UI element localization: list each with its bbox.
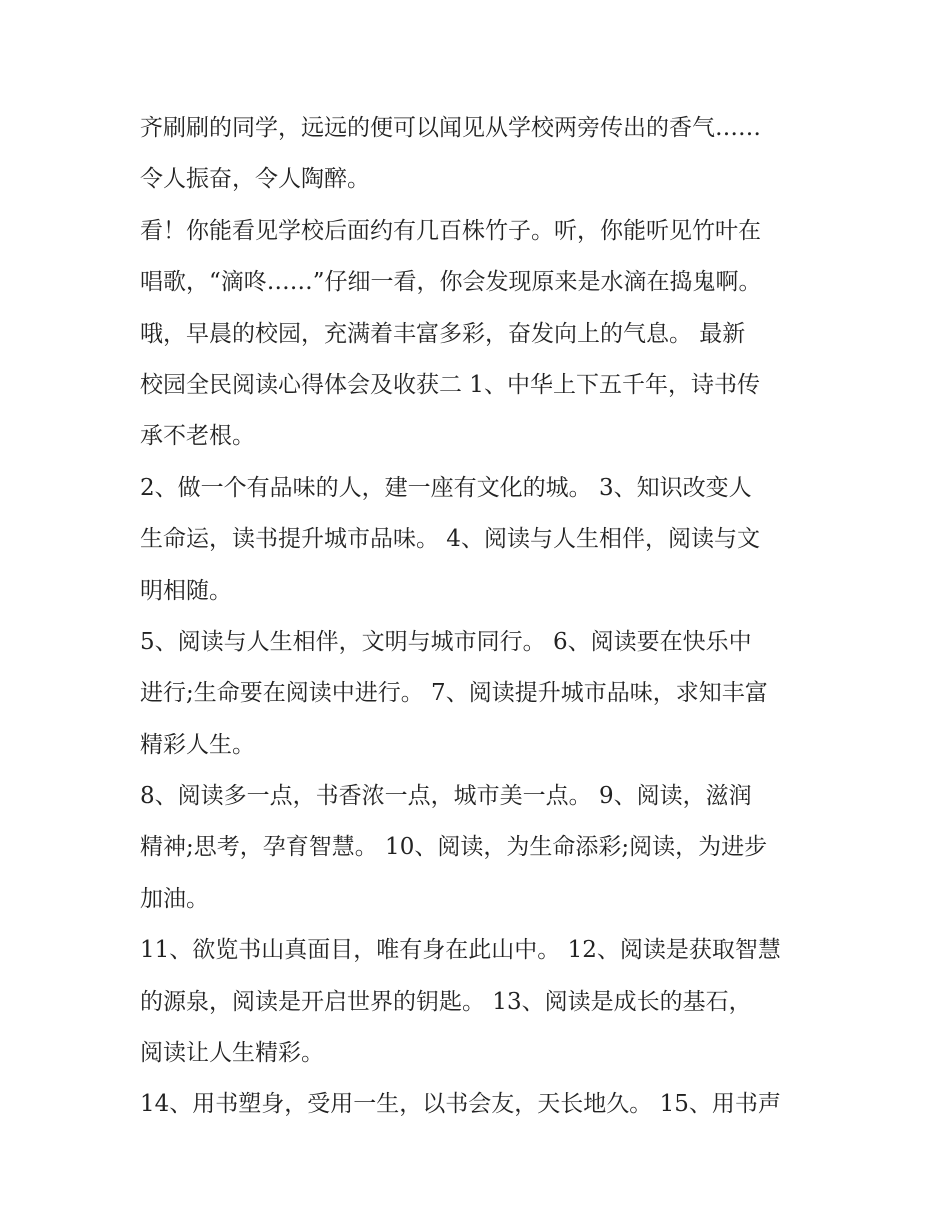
text-line: 8、阅读多一点，书香浓一点，城市美一点。 9、阅读，滋润 (140, 783, 752, 810)
text-line: 明相随。 (140, 577, 232, 604)
text-line: 令人振奋，令人陶醉。 (140, 166, 370, 193)
text-line: 的源泉，阅读是开启世界的钥匙。 13、阅读是成长的基石， (140, 988, 752, 1015)
text-line: 哦，早晨的校园，充满着丰富多彩，奋发向上的气息。 最新 (140, 320, 746, 347)
body-text (140, 103, 820, 1131)
text-line: 看！你能看见学校后面约有几百株竹子。听，你能听见竹叶在 (140, 217, 761, 244)
text-line: 唱歌，“滴咚……”仔细一看，你会发现原来是水滴在捣鬼啊。 (140, 269, 762, 296)
text-line: 精神;思考，孕育智慧。 10、阅读，为生命添彩;阅读，为进步 (140, 834, 768, 861)
text-line: 11、欲览书山真面目，唯有身在此山中。 12、阅读是获取智慧 (140, 937, 781, 964)
text-line: 校园全民阅读心得体会及收获二 1、中华上下五千年，诗书传 (140, 371, 760, 398)
text-line: 生命运，读书提升城市品味。 4、阅读与人生相伴，阅读与文 (140, 526, 760, 553)
text-line: 2、做一个有品味的人，建一座有文化的城。 3、知识改变人 (140, 474, 752, 501)
text-line: 5、阅读与人生相伴，文明与城市同行。 6、阅读要在快乐中 (140, 628, 752, 655)
text-line: 齐刷刷的同学，远远的便可以闻见从学校两旁传出的香气…… (140, 115, 761, 141)
text-line: 承不老根。 (140, 423, 255, 450)
text-line: 阅读让人生精彩。 (140, 1040, 324, 1067)
text-line: 精彩人生。 (140, 731, 255, 758)
text-line: 加油。 (140, 885, 209, 912)
text-line: 14、用书塑身，受用一生，以书会友，天长地久。 15、用书声 (140, 1091, 781, 1118)
text-line: 进行;生命要在阅读中进行。 7、阅读提升城市品味，求知丰富 (140, 680, 768, 707)
